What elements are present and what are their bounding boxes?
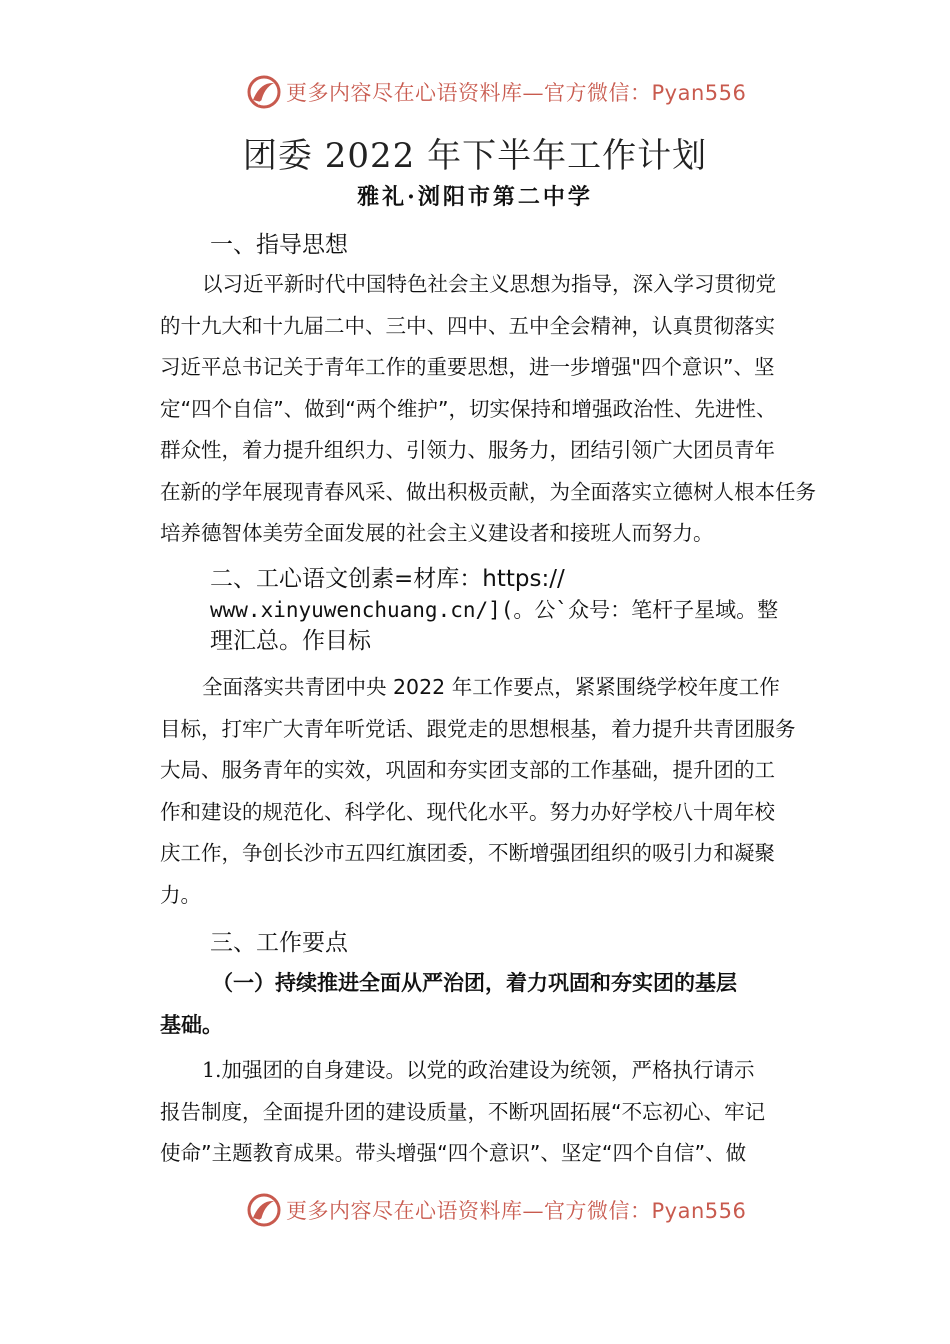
paragraph-line: 目标，打牢广大青年听党话、跟党走的思想根基，着力提升共青团服务: [160, 716, 796, 741]
paragraph-line: 作和建设的规范化、科学化、现代化水平。努力办好学校八十周年校: [160, 799, 775, 824]
section3-item1: [160, 1050, 840, 1175]
paragraph-line: 全面落实共青团中央 2022 年工作要点，紧紧围绕学校年度工作: [202, 675, 780, 699]
paragraph-line: 的十九大和十九届二中、三中、四中、五中全会精神，认真贯彻落实: [160, 313, 775, 338]
watermark-logo-icon: [246, 1192, 282, 1228]
watermark-logo-icon: [246, 74, 282, 110]
item1-text: 以党的政治建设为统领，严格执行请示: [406, 1058, 755, 1082]
section3-subheading: [160, 962, 840, 1045]
watermark-text: 更多内容尽在心语资料库—官方微信：Pyan556: [286, 1199, 747, 1223]
paragraph-line: 庆工作，争创长沙市五四红旗团委，不断增强团组织的吸引力和凝聚: [160, 841, 775, 865]
paragraph-line: 报告制度，全面提升团的建设质量，不断巩固拓展“不忘初心、牢记: [160, 1099, 766, 1124]
section1-heading: 一、指导思想: [210, 232, 348, 258]
paragraph-line: 以习近平新时代中国特色社会主义思想为指导，深入学习贯彻党: [202, 272, 776, 296]
section1-paragraph: [160, 264, 840, 555]
subheading-line: 基础。: [160, 1011, 223, 1037]
watermark-id: Pyan556: [651, 1199, 747, 1223]
paragraph-line: 培养德智体美劳全面发展的社会主义建设者和接班人而努力。: [160, 521, 714, 545]
paragraph-line: 定“四个自信”、做到“两个维护”，切实保持和增强政治性、先进性、: [160, 396, 777, 421]
watermark-text: 更多内容尽在心语资料库—官方微信：Pyan556: [286, 81, 747, 105]
section3-heading: 三、工作要点: [210, 930, 348, 956]
paragraph-line: 大局、服务青年的实效，巩固和夯实团支部的工作基础，提升团的工: [160, 758, 775, 782]
document-title: 团委 2022 年下半年工作计划: [242, 136, 708, 176]
subheading-line: （一）持续推进全面从严治团，着力巩固和夯实团的基层: [212, 970, 737, 995]
paragraph-line: 力。: [160, 882, 201, 907]
watermark-id: Pyan556: [651, 81, 747, 105]
section2-heading: [210, 564, 778, 657]
section2-paragraph: [160, 667, 840, 916]
section2-heading-line: www.xinyuwenchuang.cn/](。公`众号：笔杆子星域。整: [210, 598, 779, 622]
section2-heading-line: 二、工心语文创素=材库：https://: [210, 566, 565, 592]
watermark-top: [246, 72, 746, 112]
document-subtitle: 雅礼·浏阳市第二中学: [357, 184, 593, 210]
paragraph-line: 在新的学年展现青春风采、做出积极贡献，为全面落实立德树人根本任务: [160, 479, 816, 504]
section2-heading-line: 理汇总。作目标: [210, 628, 371, 654]
item1-title: 1.加强团的自身建设。: [202, 1058, 407, 1082]
paragraph-line: 使命”主题教育成果。带头增强“四个意识”、坚定“四个自信”、做: [160, 1141, 747, 1165]
paragraph-line: 习近平总书记关于青年工作的重要思想，进一步增强"四个意识”、坚: [160, 355, 775, 379]
paragraph-line: [160, 1050, 840, 1092]
watermark-bottom: [246, 1190, 746, 1230]
paragraph-line: 群众性，着力提升组织力、引领力、服务力，团结引领广大团员青年: [160, 438, 775, 462]
